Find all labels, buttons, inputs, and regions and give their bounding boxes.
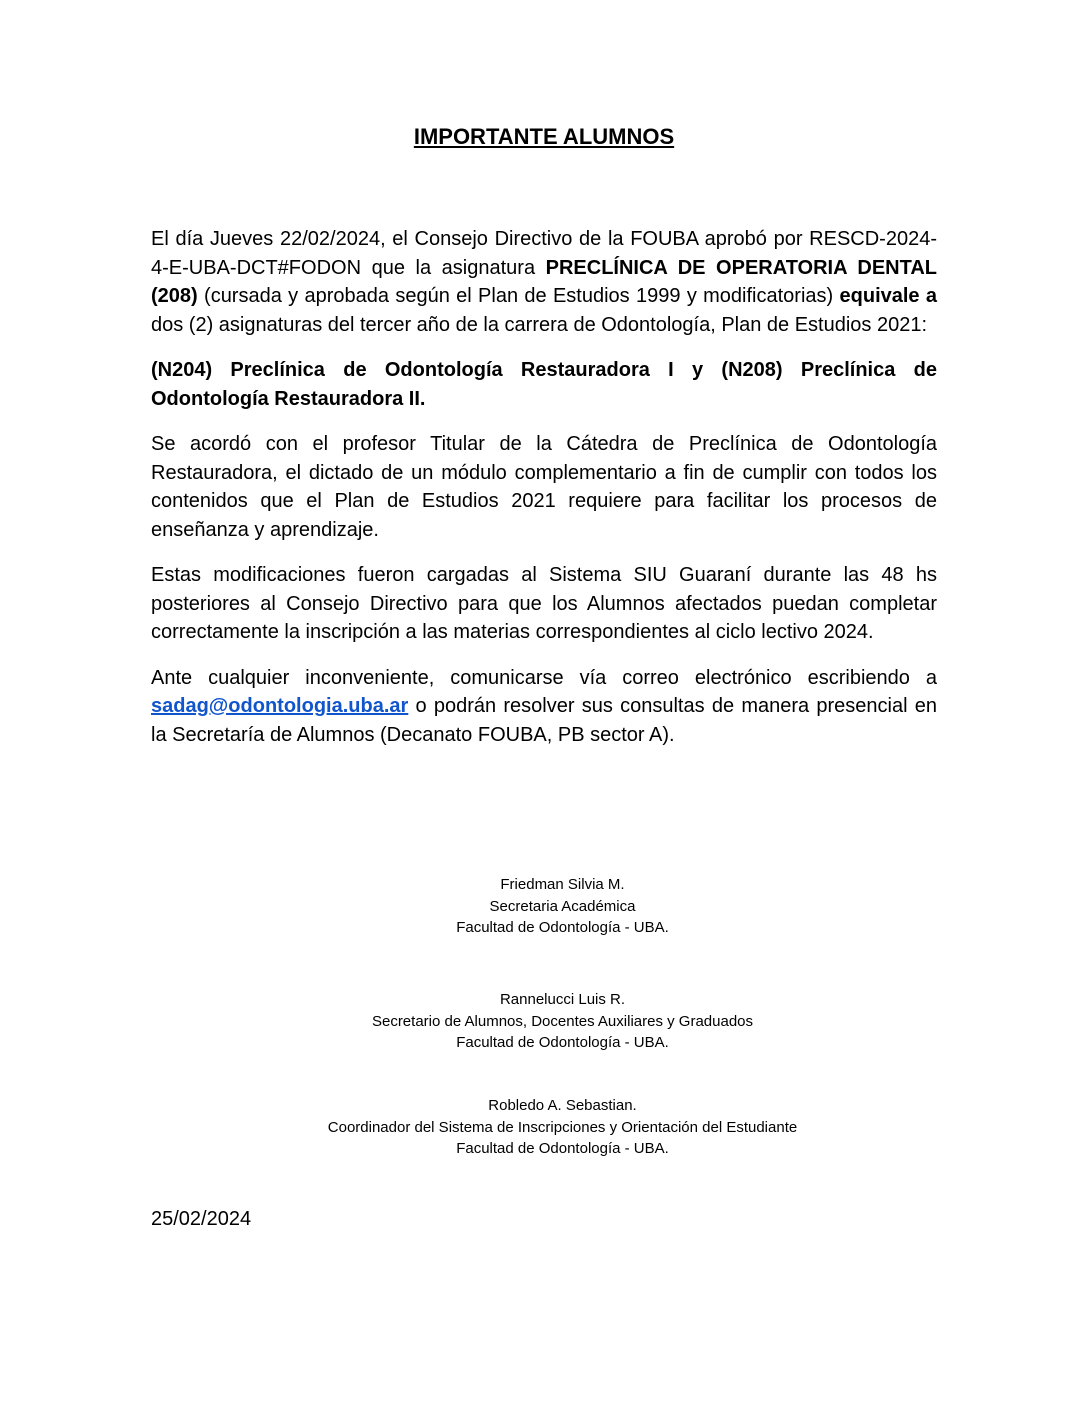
approval-subject-bold: PRECLÍNICA DE OPERATORIA DENTAL (208) — [151, 256, 937, 307]
contact-text-2: o podrán resolver sus consultas de manera presencial en la Secretaría de Alumnos (Decanato FOUBA, PB sector A). — [151, 695, 937, 746]
signature-name: Friedman Silvia M. — [500, 876, 625, 893]
paragraph-siu: Estas modificaciones fueron cargadas al Sistema SIU Guaraní durante las 48 hs posteriores al Consejo Directivo para que los Alumnos afectados puedan completar correctamente la inscripción a las materias correspondientes al ciclo lectivo 2024. — [151, 564, 937, 643]
signature-block-students — [0, 989, 1088, 1054]
subjects-list-bold: (N204) Preclínica de Odontología Restauradora I y (N208) Preclínica de Odontología Restauradora II. — [151, 359, 937, 410]
paragraph-subjects — [151, 356, 937, 413]
signature-institution: Facultad de Odontología - UBA. — [456, 1034, 669, 1051]
signature-role: Secretario de Alumnos, Docentes Auxiliares y Graduados — [371, 1012, 754, 1030]
approval-text-2: (cursada y aprobada según el Plan de Estudios 1999 y modificatorias) — [197, 285, 840, 307]
signature-name: Rannelucci Luis R. — [499, 991, 626, 1008]
document-body — [151, 225, 937, 766]
approval-equivalence-bold: equivale a — [839, 285, 938, 307]
signature-block-coordinator — [0, 1095, 1088, 1160]
contact-text-1: Ante cualquier inconveniente, comunicarse vía correo electrónico escribiendo a — [151, 666, 937, 689]
signature-institution: Facultad de Odontología - UBA. — [456, 1140, 669, 1157]
document-date: 25/02/2024 — [151, 1208, 252, 1230]
document-title: IMPORTANTE ALUMNOS — [413, 124, 675, 149]
signature-role: Secretaria Académica — [489, 897, 636, 915]
signature-name: Robledo A. Sebastian. — [488, 1097, 637, 1114]
paragraph-module: Se acordó con el profesor Titular de la Cátedra de Preclínica de Odontología Restauradora, el dictado de un módulo complementario a fin de cumplir con todos los contenidos que el Plan de Estudios 2021 requiere para facilitar los procesos de enseñanza y aprendizaje. — [151, 433, 937, 541]
email-link[interactable]: sadag@odontologia.uba.ar — [151, 695, 409, 717]
approval-text-3: dos (2) asignaturas del tercer año de la carrera de Odontología, Plan de Estudios 2021: — [151, 313, 928, 336]
signature-institution: Facultad de Odontología - UBA. — [456, 919, 669, 936]
approval-text-1: El día Jueves 22/02/2024, el Consejo Directivo de la FOUBA aprobó por RESCD-2024-4-E-UBA-DCT#FODON que la asignatura — [151, 228, 937, 279]
signature-role: Coordinador del Sistema de Inscripciones y Orientación del Estudiante — [327, 1118, 798, 1136]
signature-block-academic — [0, 874, 1088, 939]
paragraph-contact — [151, 664, 937, 750]
paragraph-approval — [151, 225, 937, 339]
